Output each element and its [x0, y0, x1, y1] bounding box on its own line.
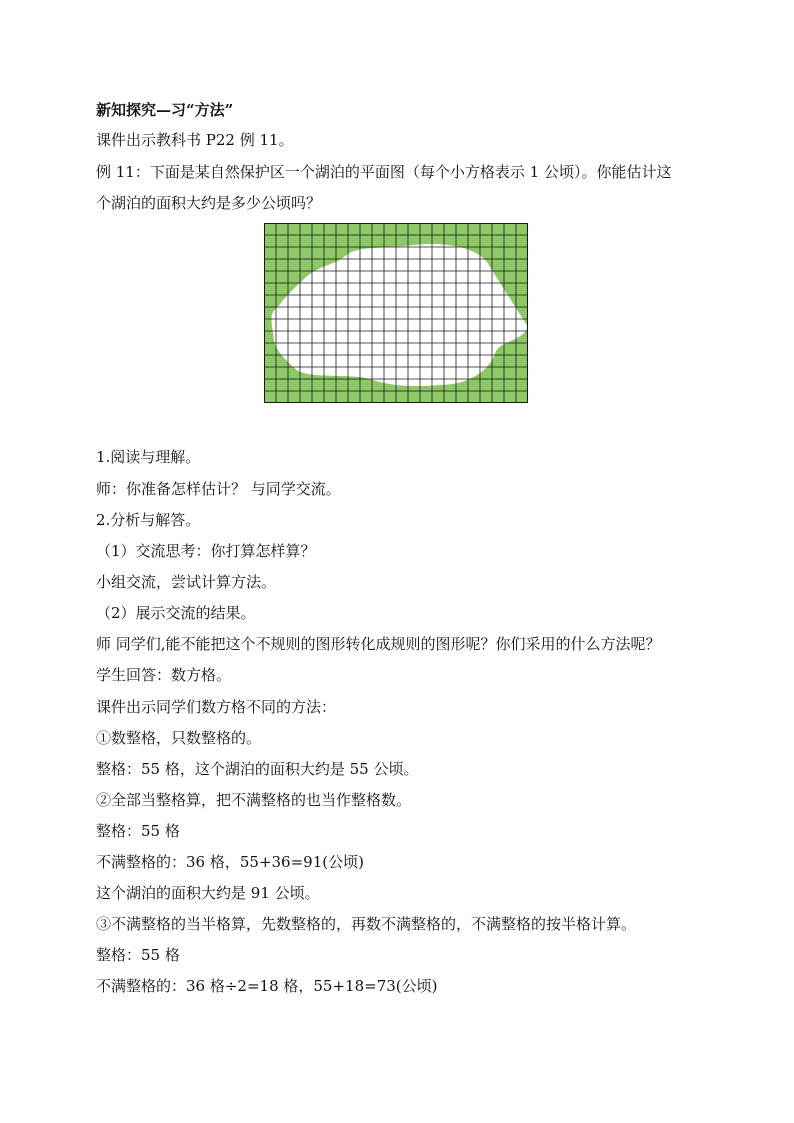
body-line-12: ②全部当整格算，把不满整格的也当作整格数。 [96, 791, 412, 809]
section-title: 新知探究—习“方法” [96, 101, 234, 119]
example-line-1: 例 11：下面是某自然保护区一个湖泊的平面图（每个小方格表示 1 公顷）。你能估计这 [96, 163, 672, 181]
body-line-16: ③不满整格的当半格算，先数整格的，再数不满整格的，不满整格的按半格计算。 [96, 915, 637, 933]
body-line-8: 学生回答：数方格。 [96, 666, 232, 684]
body-line-13: 整格：55 格 [96, 822, 180, 840]
body-line-6: （2）展示交流的结果。 [96, 604, 256, 622]
example-line-2: 个湖泊的面积大约是多少公顷吗？ [96, 194, 322, 212]
intro-line: 课件出示教科书 P22 例 11。 [96, 131, 294, 149]
body-line-15: 这个湖泊的面积大约是 91 公顷。 [96, 884, 320, 902]
body-line-7: 师 同学们,能不能把这个不规则的图形转化成规则的图形呢？你们采用的什么方法呢？ [96, 635, 661, 653]
body-line-1: 1.阅读与理解。 [96, 448, 201, 466]
body-line-11: 整格：55 格，这个湖泊的面积大约是 55 公顷。 [96, 760, 419, 778]
lake-grid-figure [264, 223, 528, 403]
body-line-10: ①数整格，只数整格的。 [96, 729, 262, 747]
body-line-2: 师：你准备怎样估计？ 与同学交流。 [96, 480, 341, 498]
body-line-5: 小组交流，尝试计算方法。 [96, 573, 277, 591]
lake-grid-svg [264, 223, 528, 403]
body-line-18: 不满整格的：36 格÷2=18 格，55+18=73(公顷) [96, 977, 438, 995]
body-line-9: 课件出示同学们数方格不同的方法： [96, 698, 337, 716]
body-line-3: 2.分析与解答。 [96, 511, 201, 529]
body-line-17: 整格：55 格 [96, 946, 180, 964]
body-line-14: 不满整格的：36 格，55+36=91(公顷) [96, 853, 364, 871]
body-line-4: （1）交流思考：你打算怎样算？ [96, 542, 316, 560]
